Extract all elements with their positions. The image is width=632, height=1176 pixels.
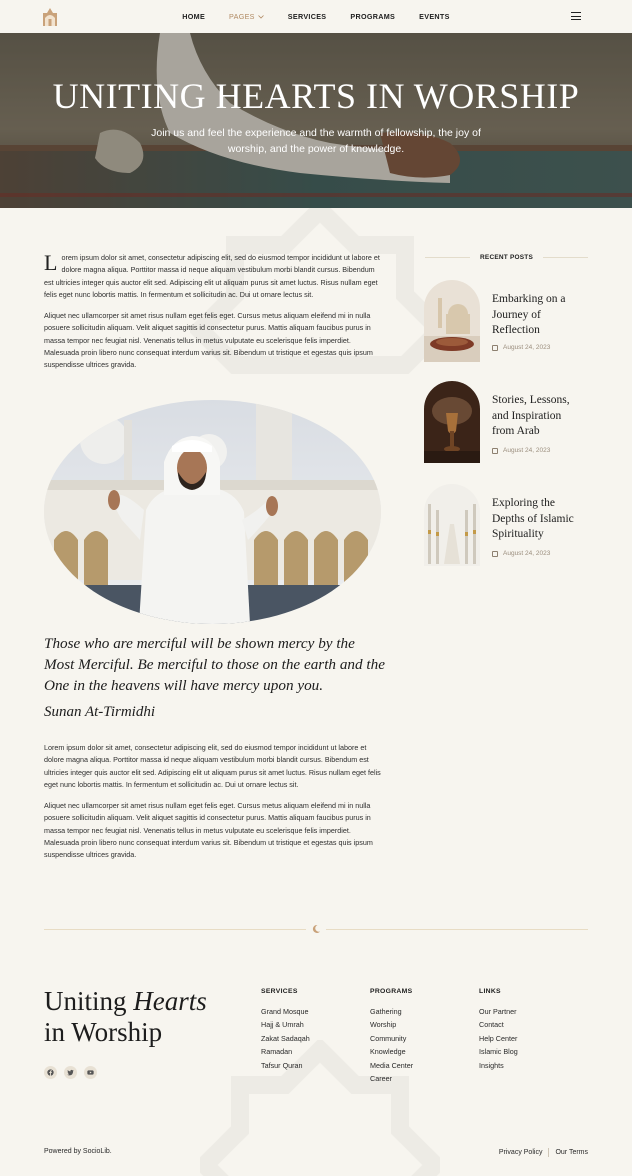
recent-posts-label: RECENT POSTS xyxy=(480,253,533,261)
recent-post-3-date xyxy=(492,550,550,557)
footer-link[interactable]: Insights xyxy=(479,1060,504,1070)
recent-post-1-title[interactable]: Embarking on a Journey of Reflection xyxy=(492,293,566,336)
recent-post-2-title[interactable]: Stories, Lessons, and Inspiration from Arab xyxy=(492,394,570,437)
recent-post-3[interactable] xyxy=(424,484,592,568)
footer-links-heading: LINKS xyxy=(479,988,501,995)
recent-posts-heading xyxy=(425,252,588,262)
hero-subtitle: Join us and feel the experience and the warmth of fellowship, the joy of worship, and the power of knowledge. xyxy=(151,127,481,155)
footer-column-programs xyxy=(370,988,470,1085)
footer-link[interactable]: Zakat Sadaqah xyxy=(261,1033,310,1043)
footer-link[interactable]: Islamic Blog xyxy=(479,1047,518,1057)
top-navbar xyxy=(0,0,632,33)
hero-background-image xyxy=(0,33,632,208)
calendar-icon xyxy=(492,448,498,454)
recent-post-1-date-text: August 24, 2023 xyxy=(503,344,551,351)
calendar-icon xyxy=(492,345,498,351)
blockquote: Those who are merciful will be shown mercy by the Most Merciful. Be merciful to those on the earth and the One in the heavens will have mercy upon you. xyxy=(44,635,385,694)
article-paragraph-1 xyxy=(44,252,381,301)
article-paragraph-4: Aliquet nec ullamcorper sit amet risus nullam eget felis eget. Cursus metus aliquam eleifend mi in nulla posuere sollicitudin aliquam. Velit aliquet sagittis id consectetur purus. Mattis aliquam faucibus purus in massa tempor nec feugiat nisl. Venenatis tellus in metus vulputate eu scelerisque felis imperdiet. Malesuada proin libero nunc consequat interdum varius sit. Bibendum ut tristique et egestas quis ipsum suspendisse ultrices gravida. xyxy=(44,801,373,860)
footer-link[interactable]: Media Center xyxy=(370,1060,414,1070)
footer-link[interactable]: Worship xyxy=(370,1020,397,1030)
drop-cap: L xyxy=(44,250,58,275)
nav-home[interactable] xyxy=(182,12,205,21)
footer-link[interactable]: Knowledge xyxy=(370,1047,406,1057)
footer-services-heading: SERVICES xyxy=(261,988,298,995)
footer-brand-line-2: in Worship xyxy=(44,1017,163,1047)
recent-post-2-thumbnail xyxy=(424,381,480,463)
hero-banner xyxy=(0,33,632,208)
nav-events[interactable] xyxy=(419,12,450,21)
hero-title: UNITING HEARTS IN WORSHIP xyxy=(52,76,580,116)
nav-services[interactable] xyxy=(288,12,327,21)
recent-post-1-date xyxy=(492,344,550,351)
article-image-man-praying xyxy=(44,400,381,624)
footer-link[interactable]: Career xyxy=(370,1074,392,1084)
footer-link[interactable]: Grand Mosque xyxy=(261,1007,309,1016)
nav-events-label: EVENTS xyxy=(419,12,450,21)
calendar-icon xyxy=(492,551,498,557)
recent-post-2[interactable] xyxy=(424,381,592,465)
nav-pages[interactable] xyxy=(229,12,264,21)
social-links xyxy=(44,1066,97,1079)
nav-programs[interactable] xyxy=(350,12,395,21)
footer-link[interactable]: Hajj & Umrah xyxy=(261,1020,304,1030)
nav-services-label: SERVICES xyxy=(287,12,327,21)
recent-post-2-date xyxy=(492,447,550,454)
footer-programs-heading: PROGRAMS xyxy=(370,988,413,995)
article-paragraph-2: Aliquet nec ullamcorper sit amet risus nullam eget felis eget. Cursus metus aliquam eleifend mi in nulla posuere sollicitudin aliquam. Velit aliquet sagittis id consectetur purus. Mattis aliquam faucibus purus in massa tempor nec feugiat nisl. Venenatis tellus in metus vulputate eu scelerisque felis imperdiet. Malesuada proin libero nunc consequat interdum varius sit. Bibendum ut tristique et egestas quis ipsum suspendisse ultrices gravida. xyxy=(44,311,373,370)
article-body-top xyxy=(44,252,381,372)
recent-post-1[interactable] xyxy=(424,280,592,364)
youtube-icon[interactable] xyxy=(84,1066,97,1079)
article-body-bottom xyxy=(44,742,381,862)
chevron-down-icon xyxy=(258,15,264,19)
legal-links xyxy=(499,1148,588,1157)
terms-link[interactable]: Our Terms xyxy=(555,1149,588,1156)
nav-menu xyxy=(0,0,632,33)
footer-link[interactable]: Tafsur Quran xyxy=(261,1060,303,1070)
privacy-policy-link[interactable]: Privacy Policy xyxy=(498,1149,543,1156)
footer-link[interactable]: Help Center xyxy=(479,1033,518,1043)
nav-programs-label: PROGRAMS xyxy=(350,12,396,21)
twitter-icon[interactable] xyxy=(64,1066,77,1079)
powered-by: Powered by SocioLib. xyxy=(44,1148,112,1155)
menu-icon[interactable] xyxy=(571,12,581,20)
recent-post-3-title[interactable]: Exploring the Depths of Islamic Spirituality xyxy=(492,497,574,540)
footer-link[interactable]: Gathering xyxy=(370,1007,402,1016)
footer-link[interactable]: Ramadan xyxy=(261,1047,293,1057)
crescent-icon xyxy=(311,924,321,934)
facebook-icon[interactable] xyxy=(44,1066,57,1079)
recent-post-2-date-text: August 24, 2023 xyxy=(503,447,551,454)
footer-column-links xyxy=(479,988,579,1072)
recent-post-3-date-text: August 24, 2023 xyxy=(503,550,551,557)
footer-brand-word-2: Hearts xyxy=(133,986,207,1016)
section-divider xyxy=(44,922,588,936)
footer-column-services xyxy=(261,988,361,1072)
nav-home-label: HOME xyxy=(182,12,206,21)
footer-link[interactable]: Contact xyxy=(479,1020,504,1030)
recent-post-1-thumbnail xyxy=(424,280,480,362)
footer-link[interactable]: Community xyxy=(370,1033,407,1043)
quote-source: Sunan At-Tirmidhi xyxy=(44,704,155,720)
recent-post-3-thumbnail xyxy=(424,484,480,566)
footer-link[interactable]: Our Partner xyxy=(479,1007,517,1016)
nav-pages-label: PAGES xyxy=(229,12,255,21)
footer-brand xyxy=(44,986,207,1048)
footer-brand-word-1: Uniting xyxy=(44,986,127,1016)
article-paragraph-3: Lorem ipsum dolor sit amet, consectetur adipiscing elit, sed do eiusmod tempor incididunt ut labore et dolore magna aliqua. Porttitor massa id neque aliquam vestibulum morbi blandit cursus. Bibendum est ultricies integer quis auctor elit sed. Adipiscing elit ut aliquam purus sit amet luctus. Risus nullam eget felis eget nunc lobortis mattis. In fermentum et sollicitudin ac. Dui ut ornare lectus sit. xyxy=(44,743,381,789)
article-paragraph-1-text: orem ipsum dolor sit amet, consectetur adipiscing elit, sed do eiusmod tempor incididunt ut labore et dolore magna aliqua. Porttitor massa id neque aliquam vestibulum morbi blandit cursus. Bibendum est ultricies integer quis auctor elit sed. Adipiscing elit ut aliquam purus sit amet luctus. Risus nullam eget felis eget nunc lobortis mattis. In fermentum et sollicitudin ac. Dui ut ornare lectus sit. xyxy=(44,253,380,299)
